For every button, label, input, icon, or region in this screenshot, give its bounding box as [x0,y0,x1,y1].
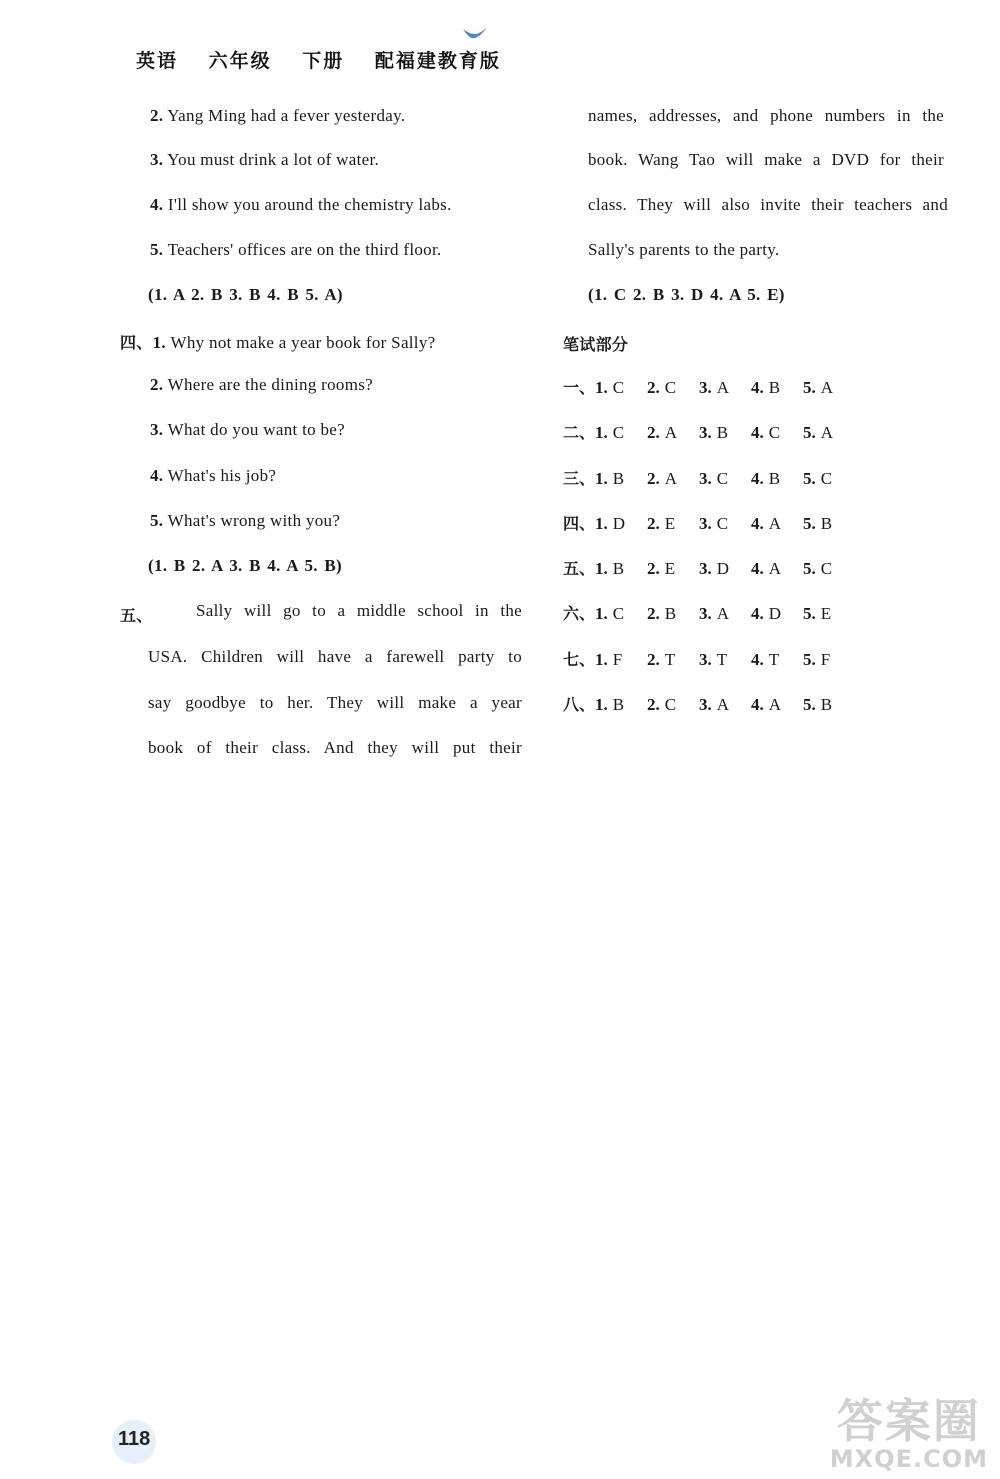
answer-row [563,647,855,670]
answer-item: 2. A [647,423,678,442]
answer-row [563,692,855,715]
answer-item: 5. E [803,604,832,623]
sec5-prefix: 五、 [120,606,153,625]
answer-item: 4. A [751,695,782,714]
answer-item: 4. T [751,650,780,669]
answer-item: 5. A [803,378,834,397]
answer-row-prefix: 一、 [563,378,596,397]
sec5-line-3: say goodbye to her. They will make a year [148,693,522,712]
answer-item: 1. B [595,469,625,488]
sec4-line-3: 3. What do you want to be? [150,420,345,439]
answer-row [563,466,855,489]
header-edition: 配福建教育版 [374,50,501,72]
sec3-answers: (1. A 2. B 3. B 4. B 5. A) [148,285,343,304]
answer-row-prefix: 七、 [563,650,596,669]
answer-row-prefix: 五、 [563,559,596,578]
sec3-line-5: 5. Teachers' offices are on the third floor. [150,240,442,259]
sec3-line-3: 3. You must drink a lot of water. [150,150,380,169]
answer-item: 3. B [699,423,729,442]
sec5-line-4: book of their class. And they will put their [148,738,522,757]
answer-item: 4. C [751,423,781,442]
sec4-line-2: 2. Where are the dining rooms? [150,375,374,394]
answer-item: 2. E [647,559,676,578]
sec5-line-1: Sally will go to a middle school in the [196,601,522,620]
written-section-title: 笔试部分 [563,335,629,354]
sec3-line-4: 4. I'll show you around the chemistry labs. [150,195,452,214]
answer-item: 5. B [803,695,833,714]
answer-item: 1. B [595,695,625,714]
answer-item: 3. A [699,378,730,397]
answer-item: 2. T [647,650,676,669]
answer-item: 2. B [647,604,677,623]
answer-item: 1. D [595,514,626,533]
bird-icon [462,26,488,44]
sec5-line-2: USA. Children will have a farewell party to [148,647,522,666]
answer-item: 2. C [647,378,677,397]
answer-item: 1. C [595,604,625,623]
answer-item: 4. A [751,559,782,578]
answer-item: 5. C [803,469,833,488]
answer-row-prefix: 六、 [563,604,596,623]
page-number: 118 [118,1428,151,1450]
watermark-logo [830,1385,988,1473]
answer-item: 4. A [751,514,782,533]
answer-row-prefix: 三、 [563,469,596,488]
watermark-url: MXQE.COM [829,1445,988,1473]
answer-item: 4. D [751,604,782,623]
answer-item: 1. F [595,650,623,669]
answer-item: 3. C [699,469,729,488]
answer-row [563,601,855,624]
answer-row [563,511,855,534]
answer-item: 1. C [595,378,625,397]
answer-row [563,375,855,398]
answer-item: 3. A [699,695,730,714]
sec4-answers: (1. B 2. A 3. B 4. A 5. B) [148,556,342,575]
answer-item: 2. C [647,695,677,714]
answer-item: 1. B [595,559,625,578]
answer-item: 3. T [699,650,728,669]
answer-item: 2. E [647,514,676,533]
answer-item: 5. F [803,650,831,669]
answer-row-prefix: 八、 [563,695,596,714]
para-line-1: names, addresses, and phone numbers in the [588,106,944,125]
answer-row [563,556,855,579]
answer-item: 5. C [803,559,833,578]
answer-item: 1. C [595,423,625,442]
answer-item: 5. A [803,423,834,442]
answer-item: 3. C [699,514,729,533]
para-answers: (1. C 2. B 3. D 4. A 5. E) [588,285,785,304]
sec4-line-4: 4. What's his job? [150,466,277,485]
answer-row [563,420,855,443]
para-line-2: book. Wang Tao will make a DVD for their [588,150,944,169]
answer-item: 4. B [751,378,781,397]
answer-item: 2. A [647,469,678,488]
answer-item: 3. D [699,559,730,578]
page-header [136,46,523,73]
sec4-line-1: 四、1. Why not make a year book for Sally? [120,333,436,352]
sec3-line-2: 2. Yang Ming had a fever yesterday. [150,106,406,125]
header-volume: 下册 [302,50,345,72]
para-line-4: Sally's parents to the party. [588,240,780,259]
para-line-3: class. They will also invite their teachers and [588,195,948,214]
answer-item: 3. A [699,604,730,623]
header-grade: 六年级 [208,50,272,72]
header-subject: 英语 [136,50,179,72]
watermark-text: 答案圈 [836,1394,981,1448]
sec4-prefix: 四、 [120,333,153,352]
answer-item: 4. B [751,469,781,488]
sec4-line-5: 5. What's wrong with you? [150,511,341,530]
answer-row-prefix: 四、 [563,514,596,533]
answer-item: 5. B [803,514,833,533]
answer-row-prefix: 二、 [563,423,596,442]
